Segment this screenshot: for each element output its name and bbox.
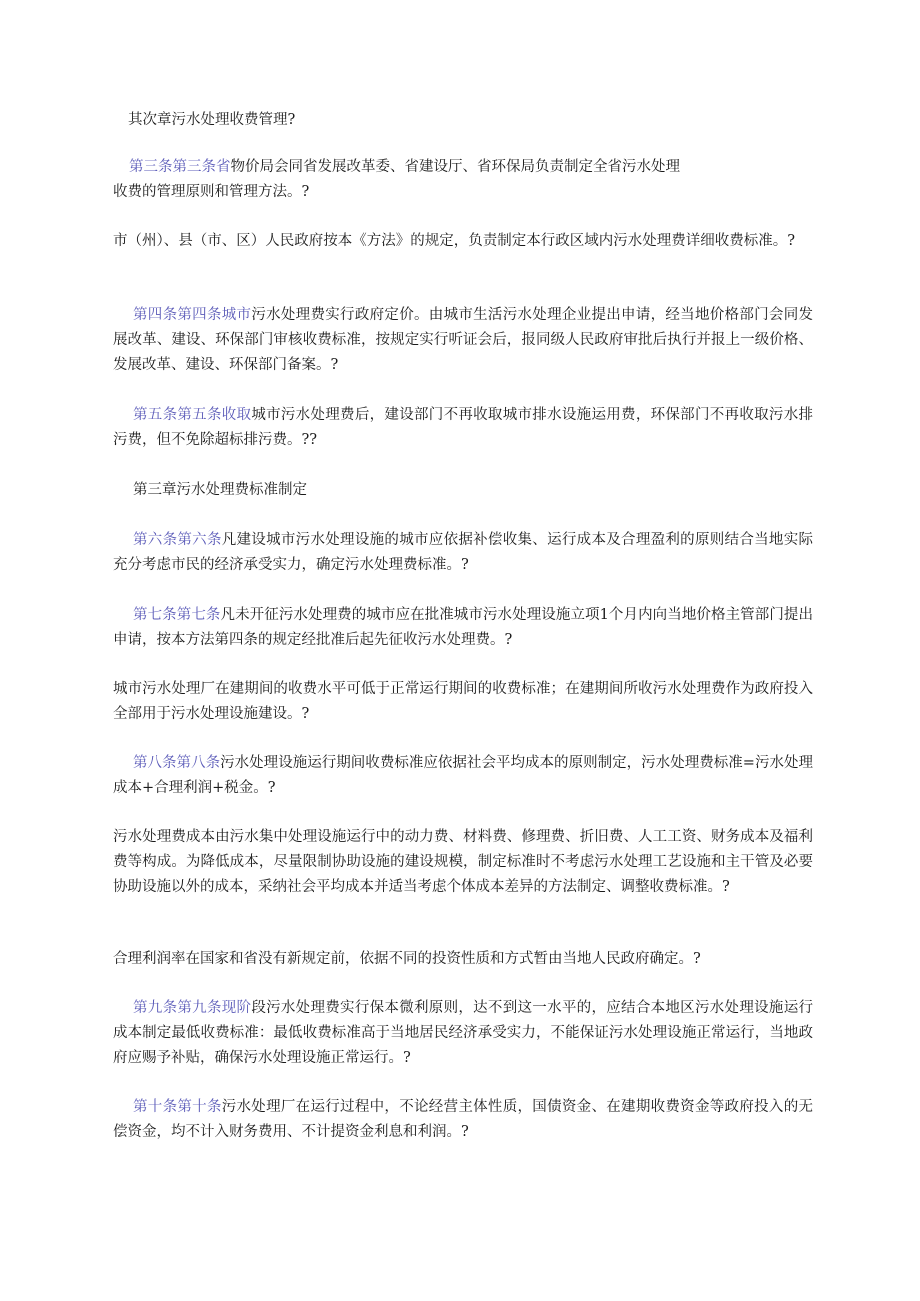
article-9-lead: 第九条第九条现阶	[133, 1000, 252, 1016]
article-10	[113, 1095, 813, 1145]
article-10-text: 污水处理厂在运行过程中，不论经营主体性质，国债资金、在建期收费资金等政府投入的无偿资金，均不计入财务费用、不计提资金利息和利润。?	[113, 1099, 813, 1140]
article-10-lead: 第十条第十条	[133, 1099, 222, 1115]
article-3-line-2: 收费的管理原则和管理方法。?	[113, 184, 310, 200]
article-7	[113, 603, 813, 653]
article-3-text-1: 物价局会同省发展改革委、省建设厅、省环保局负责制定全省污水处理	[230, 159, 680, 175]
article-7-para-2: 城市污水处理厂在建期间的收费水平可低于正常运行期间的收费标准；在建期间所收污水处理费作为政府投入全部用于污水处理设施建设。?	[113, 681, 813, 722]
article-3-line-1	[113, 155, 813, 180]
article-5-text: 城市污水处理费后，建设部门不再收取城市排水设施运用费，环保部门不再收取污水排污费，但不免除超标排污费。??	[113, 407, 813, 448]
article-3	[113, 155, 813, 205]
article-7-text: 凡未开征污水处理费的城市应在批准城市污水处理设施立项1个月内向当地价格主管部门提出申请，按本方法第四条的规定经批准后起先征收污水处理费。?	[113, 607, 813, 648]
chapter-2-heading: 其次章污水处理收费管理?	[128, 112, 296, 128]
article-7-lead: 第七条第七条	[133, 607, 221, 623]
article-8-para-3: 合理利润率在国家和省没有新规定前，依据不同的投资性质和方式暂由当地人民政府确定。?	[113, 951, 701, 967]
article-3-lead: 第三条第三条省	[129, 159, 231, 175]
article-9-text: 段污水处理费实行保本微利原则，达不到这一水平的，应结合本地区污水处理设施运行成本制定最低收费标准：最低收费标准高于当地居民经济承受实力，不能保证污水处理设施正常运行，当地政府应赐予补贴，确保污水处理设施正常运行。?	[113, 1000, 813, 1066]
article-6-text: 凡建设城市污水处理设施的城市应依据补偿收集、运行成本及合理盈利的原则结合当地实际充分考虑市民的经济承受实力，确定污水处理费标准。?	[113, 532, 813, 573]
article-6	[113, 528, 813, 578]
article-5-lead: 第五条第五条收取	[133, 407, 252, 423]
article-8-text: 污水处理设施运行期间收费标准应依据社会平均成本的原则制定，污水处理费标准=污水处理成本+合理利润+税金。?	[113, 755, 814, 796]
article-8	[113, 751, 813, 801]
article-4-lead: 第四条第四条城市	[133, 307, 252, 323]
chapter-3-heading: 第三章污水处理费标准制定	[133, 482, 307, 498]
article-9	[113, 996, 813, 1071]
article-8-lead: 第八条第八条	[133, 755, 221, 771]
article-6-lead: 第六条第六条	[133, 532, 222, 548]
article-5	[113, 403, 813, 453]
article-4	[113, 303, 813, 378]
article-4-text: 污水处理费实行政府定价。由城市生活污水处理企业提出申请，经当地价格部门会同发展改革、建设、环保部门审核收费标准，按规定实行听证会后，报同级人民政府审批后执行并报上一级价格、发展改革、建设、环保部门备案。?	[113, 307, 813, 373]
article-3-para-2: 市（州）、县（市、区）人民政府按本《方法》的规定，负责制定本行政区域内污水处理费详细收费标准。?	[113, 233, 796, 249]
article-8-para-2: 污水处理费成本由污水集中处理设施运行中的动力费、材料费、修理费、折旧费、人工工资、财务成本及福利费等构成。为降低成本，尽量限制协助设施的建设规模，制定标准时不考虑污水处理工艺设施和主干管及必要协助设施以外的成本，采纳社会平均成本并适当考虑个体成本差异的方法制定、调整收费标准。?	[113, 829, 813, 895]
